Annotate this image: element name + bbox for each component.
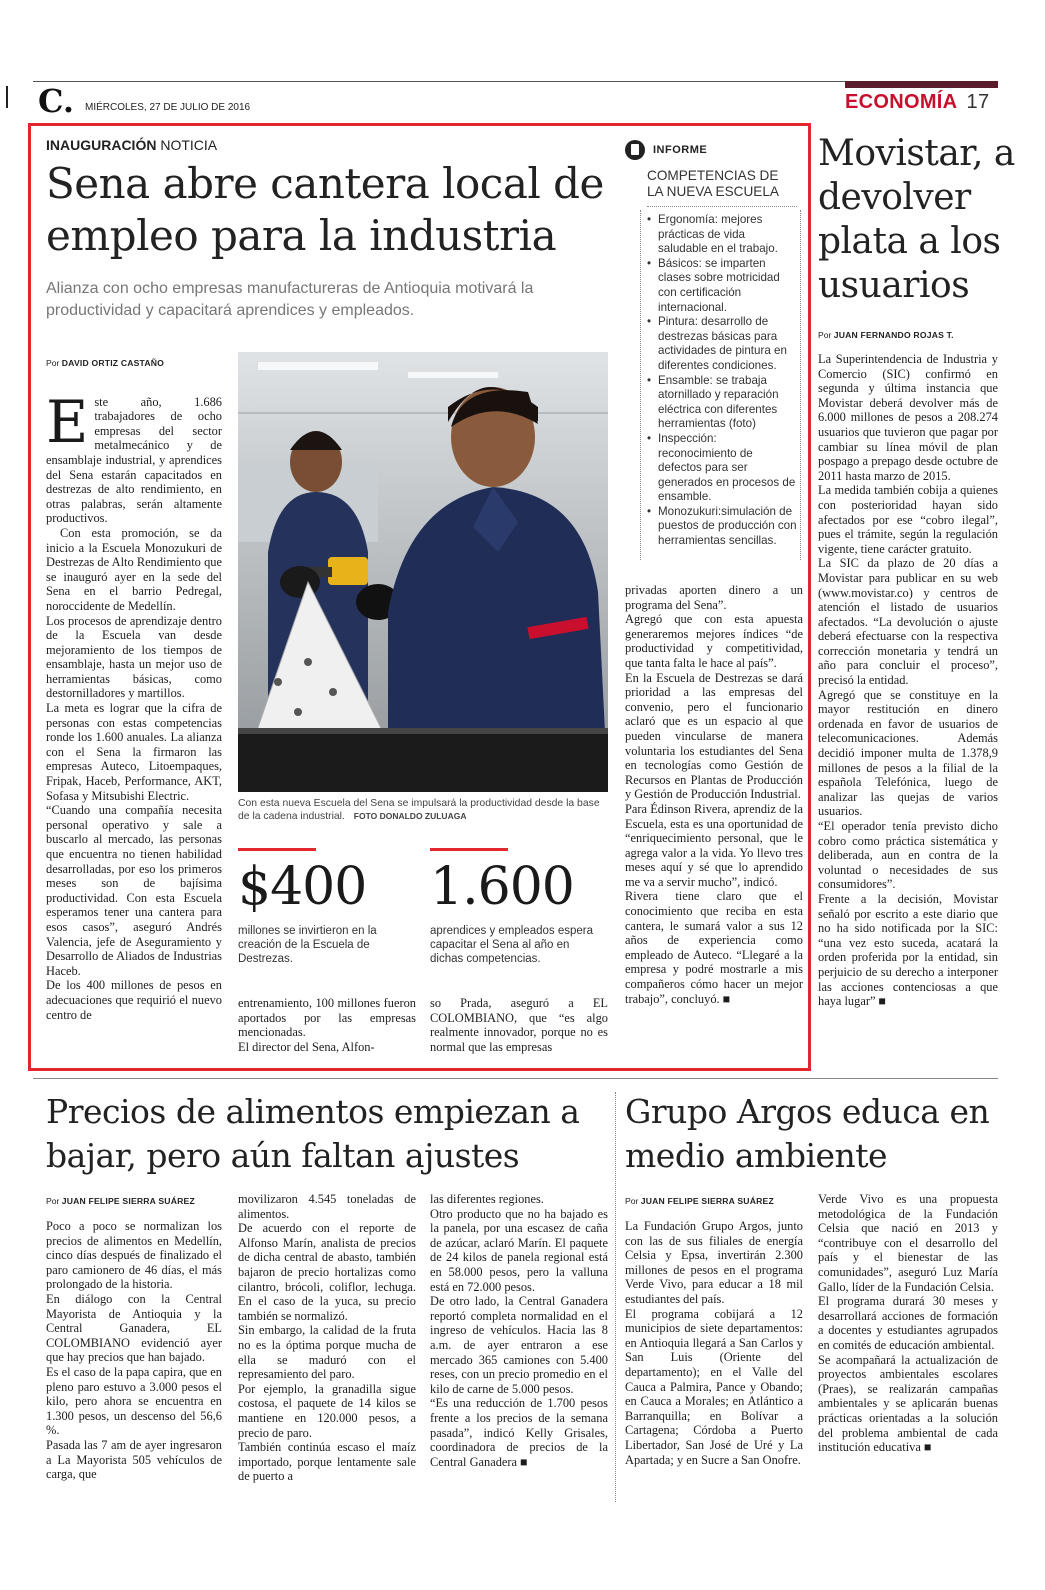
byline-name: JUAN FELIPE SIERRA SUÁREZ xyxy=(640,1196,774,1206)
stat2-bar xyxy=(430,848,508,851)
kicker-strong: INAUGURACIÓN xyxy=(46,137,157,153)
informe-item: • Inspección: reconocimiento de defectos para ser generados en procesos de ensamble. xyxy=(647,432,797,505)
left-margin-mark xyxy=(6,86,8,108)
section-name xyxy=(845,91,989,114)
report-icon xyxy=(625,140,645,160)
kicker-light: NOTICIA xyxy=(160,137,218,153)
workshop-photo xyxy=(238,352,608,792)
informe-header xyxy=(625,140,797,160)
main-story-photo xyxy=(238,352,608,792)
stat1-text: millones se invirtieron en la creación de la Escuela de Destrezas. xyxy=(238,925,377,965)
informe-item: • Ergonomía: mejores prácticas de vida saludable en el trabajo. xyxy=(647,213,797,257)
stat1-value: $400 xyxy=(238,857,367,917)
stat2-text: aprendices y empleados espera capacitar el Sena al año en dichas competencias. xyxy=(430,925,594,965)
informe-label: INFORME xyxy=(653,144,708,156)
informe-item: • Ensamble: se trabaja atornillado y reparación eléctrica con diferentes herramientas (foto) xyxy=(647,374,797,432)
precios-col2: movilizaron 4.545 toneladas de alimentos. De acuerdo con el reporte de Alfonso Marín, analista de precios de dicha central de abasto, también bajaron de precio hortalizas como cilantro, brócoli, coliflor, lechuga. En el caso de la yuca, su precio también se normalizó. Sin embargo, la calidad de la fruta no es la óptima porque mucha de ella se maduró con el represamiento del paro. Por ejemplo, la granadilla sigue costosa, el paquete de 14 kilos se mantiene en 120.000 pesos, a precio de paro. También continúa escaso el maíz importado, porque lentamente sale de puerto a xyxy=(238,1192,416,1484)
byline-prefix: Por xyxy=(46,1196,60,1206)
photo-caption-text: Con esta nueva Escuela del Sena se impulsará la productividad desde la base de la cadena industrial. xyxy=(238,798,600,822)
informe-title: COMPETENCIAS DE LA NUEVA ESCUELA xyxy=(647,168,779,199)
informe-rule-right xyxy=(800,210,801,560)
main-story-deck: Alianza con ocho empresas manufactureras de Antioquia motivará la productividad y capacitará aprendices y empleados. xyxy=(46,280,534,319)
masthead-logo: C. xyxy=(38,82,75,120)
lower-divider xyxy=(615,1092,616,1502)
movistar-headline: Movistar, a devolver plata a los usuarios xyxy=(818,133,1015,306)
main-story-headline: Sena abre cantera local de empleo para la industria xyxy=(46,159,604,260)
photo-caption xyxy=(238,797,608,823)
col1-rest: Con esta promoción, se da inicio a la Escuela Monozukuri de Destrezas de Alto Rendimiento que se inauguró ayer en la sede del Sena en el barrio Pedregal, noroccidente de Medellín. Los procesos de aprendizaje dentro de la Escuela van desde mejoramiento de los tiempos de ensamblaje, hasta un mejor uso de herramientas básicas, como destornilladores y martillos. La meta es lograr que la cifra de personas con estas competencias ronde los 1.600 anuales. La alianza con el Sena la firmaron las empresas Auteco, Litoempaques, Fripak, Haceb, Performance, AKT, Sofasa y Mitsubishi Electric. “Cuando una compañía necesita personal operativo y sale a buscarlo al mercado, las personas que encuentra no tienen habilidad desarrolladas, por eso los primeros meses son de bajísima productividad. Con esta Escuela esperamos tener una cantera para esos casos”, aseguró Andrés Valencia, jefe de Aseguramiento y Desarrollo de Aliados de Industrias Haceb. De los 400 millones de pesos en adecuaciones que requirió el nuevo centro de xyxy=(46,525,222,1022)
main-story-byline xyxy=(46,358,164,368)
movistar-byline xyxy=(818,330,954,340)
main-story-col2-bottom: entrenamiento, 100 millones fueron aportados por las empresas mencionadas. El director del Sena, Alfon- xyxy=(238,996,416,1054)
stat1-bar xyxy=(238,848,316,851)
masthead-date: MIÉRCOLES, 27 DE JULIO DE 2016 xyxy=(85,102,251,113)
dropcap: E xyxy=(46,387,89,456)
photo-credit: FOTO DONALDO ZULUAGA xyxy=(353,811,467,821)
byline-prefix: Por xyxy=(625,1196,639,1206)
main-story-kicker xyxy=(46,137,217,153)
precios-headline: Precios de alimentos empiezan a bajar, pero aún faltan ajustes xyxy=(46,1092,580,1175)
byline-name: JUAN FERNANDO ROJAS T. xyxy=(833,330,954,340)
col1-lead-text: ste año, 1.686 trabajadores de ocho empresas del sector metalmecánico y de ensamblaje industrial, y aprendices del Sena estarán capacitados en destrezas de alto rendimiento, en otras palabras, serán altamente productivos. xyxy=(46,394,222,526)
byline-name: DAVID ORTIZ CASTAÑO xyxy=(61,358,165,368)
main-story-col3-bottom: so Prada, aseguró a EL COLOMBIANO, que “es algo realmente innovador, porque no es normal que las empresas xyxy=(430,996,608,1054)
page-number: 17 xyxy=(966,91,990,113)
precios-col1: Poco a poco se normalizan los precios de alimentos en Medellín, cinco días después de finalizado el paro camionero de 46 días, el más prolongado de la historia. En diálogo con la Central Mayorista de Antioquia y la Central Ganadera, EL COLOMBIANO evidenció ayer que hay precios que han bajado. Es el caso de la papa capira, que en pleno paro estuvo a 3.000 pesos el kilo, pero ahora se encuentra en 1.300 pesos, un descenso del 56,6 %. Pasada las 7 am de ayer ingresaron a La Mayorista 505 vehículos de carga, que xyxy=(46,1219,222,1482)
argos-col2: Verde Vivo es una propuesta metodológica de la Fundación Celsia que nació en 2013 y “contribuye con el desarrollo del país y el bienestar de las comunidades”, aseguró Luz María Gallo, líder de la Fundación Celsia. El programa durará 30 meses y desarrollará acciones de formación a docentes y estudiantes agrupados en comités de educación ambiental. Se acompañará la actualización de proyectos ambientales escolares (Praes), se realizarán campañas ambientales y se aplicarán buenas prácticas orientadas a la solución del problema ambiental de cada institución educativa ■ xyxy=(818,1192,998,1455)
argos-headline: Grupo Argos educa en medio ambiente xyxy=(625,1092,990,1175)
precios-byline xyxy=(46,1196,195,1206)
informe-title-rule xyxy=(647,206,797,207)
argos-byline xyxy=(625,1196,774,1206)
byline-prefix: Por xyxy=(46,358,60,368)
informe-box xyxy=(625,140,797,549)
section-divider xyxy=(33,1078,998,1079)
argos-col1: La Fundación Grupo Argos, junto con las de sus filiales de energía Celsia y Epsa, invertirán 2.300 millones de pesos en el programa Verde Vivo, para educar a 18 mil estudiantes del país. El programa cobijará a 12 municipios de siete departamentos: en Antioquia llegará a San Carlos y San Luis (Oriente del departamento); en el Valle del Cauca a Palmira, Pance y Obando; en Cauca a Morales; en Atlántico a Barranquilla; en Bolívar a Cartagena; Córdoba a Puerto Libertador, San José de Uré y La Apartada; y en Sucre a San Onofre. xyxy=(625,1219,803,1467)
informe-item: • Pintura: desarrollo de destrezas básicas para actividades de pintura en diferentes condiciones. xyxy=(647,315,797,373)
informe-list xyxy=(647,213,797,549)
byline-prefix: Por xyxy=(818,330,832,340)
stat2-value: 1.600 xyxy=(430,857,574,917)
movistar-body: La Superintendencia de Industria y Comercio (SIC) confirmó en segunda y última instancia que Movistar deberá devolver más de 6.000 millones de pesos a 208.274 usuarios que tuvieron que pagar por cambiar su línea móvil de plan pospago a prepago desde octubre de 2011 hasta marzo de 2015. La medida también cobija a quienes con posterioridad hayan sido afectados por ese “cobro ilegal”, pues el trámite, según la regulación vigente, tiene carácter gratuito. La SIC da plazo de 20 días a Movistar para publicar en su web (www.movistar.co) y centros de atención el listado de usuarios afectados. “La devolución o ajuste deberá efectuarse con la respectiva corrección monetaria y tendrá un año para concluir el proceso”, precisó la entidad. Agregó que se constituye en la mayor restitución en dinero ordenada en favor de usuarios de telecomunicaciones. Además decidió imponer multa de 1.378,9 millones de pesos a la filial de la española Telefónica, luego de analizar las quejas de varios usuarios. “El operador tenía previsto dicho cobro como práctica sistemática y deliberada, aun en contra de la voluntad o necesidades de sus consumidores”. Frente a la decisión, Movistar señaló por escrito a este diario que no ha sido notificada por la SIC: “una vez esto suceda, acatará la orden proferida por la entidad, sin perjuicio de su derecho a interponer las acciones contenciosas a que haya lugar” ■ xyxy=(818,352,998,1009)
byline-name: JUAN FELIPE SIERRA SUÁREZ xyxy=(61,1196,195,1206)
informe-item: • Monozukuri:simulación de puestos de producción con herramientas sencillas. xyxy=(647,505,797,549)
col1-lead xyxy=(46,380,222,526)
main-story-col4: privadas aporten dinero a un programa del Sena”. Agregó que con esta apuesta generaremos mejores índices “de productividad y competitividad, que tanta falta le hace al país”. En la Escuela de Destrezas se dará prioridad a las empresas del convenio, pero el funcionario aclaró que es un espacio al que pueden vincularse de manera voluntaria los estudiantes del Sena en tecnologías como Gestión de Recursos en Plantas de Producción y Gestión de Producción Industrial. Para Édinson Rivera, aprendiz de la Escuela, esta es una oportunidad de “enriquecimiento personal, que le agrega valor a la vida. Yo llevo tres meses aquí y sé que lo aprendido me va a servir mucho”, indicó. Rivera tiene claro que el conocimiento que reciba en esta cantera, le sumará valor a sus 12 años de experiencia como empleado de Auteco. “Llegaré a la empresa y podré mostrarle a mis compañeros cómo hacer un mejor trabajo”, concluyó. ■ xyxy=(625,583,803,1006)
informe-item: • Básicos: se imparten clases sobre motricidad con certificación internacional. xyxy=(647,257,797,315)
section-color-bar xyxy=(845,81,998,88)
main-story-col1 xyxy=(46,380,222,1022)
section-label: ECONOMÍA xyxy=(845,91,957,113)
precios-col3: las diferentes regiones. Otro producto que no ha bajado es la panela, por una escasez de caña de azúcar, aclaró Marín. El paquete de 24 kilos de panela regional está en 58.000 pesos, pero la valluna está en 72.000 pesos. De otro lado, la Central Ganadera reportó completa normalidad en el ingreso de vehículos. Hacia las 8 a.m. de ayer entraron a ese mercado 365 camiones con 5.400 reses, con un precio promedio en el kilo de carne de 5.000 pesos. “Es una reducción de 1.700 pesos frente a los precios de la semana pasada”, indicó Kelly Grisales, coordinadora de precios de la Central Ganadera ■ xyxy=(430,1192,608,1469)
